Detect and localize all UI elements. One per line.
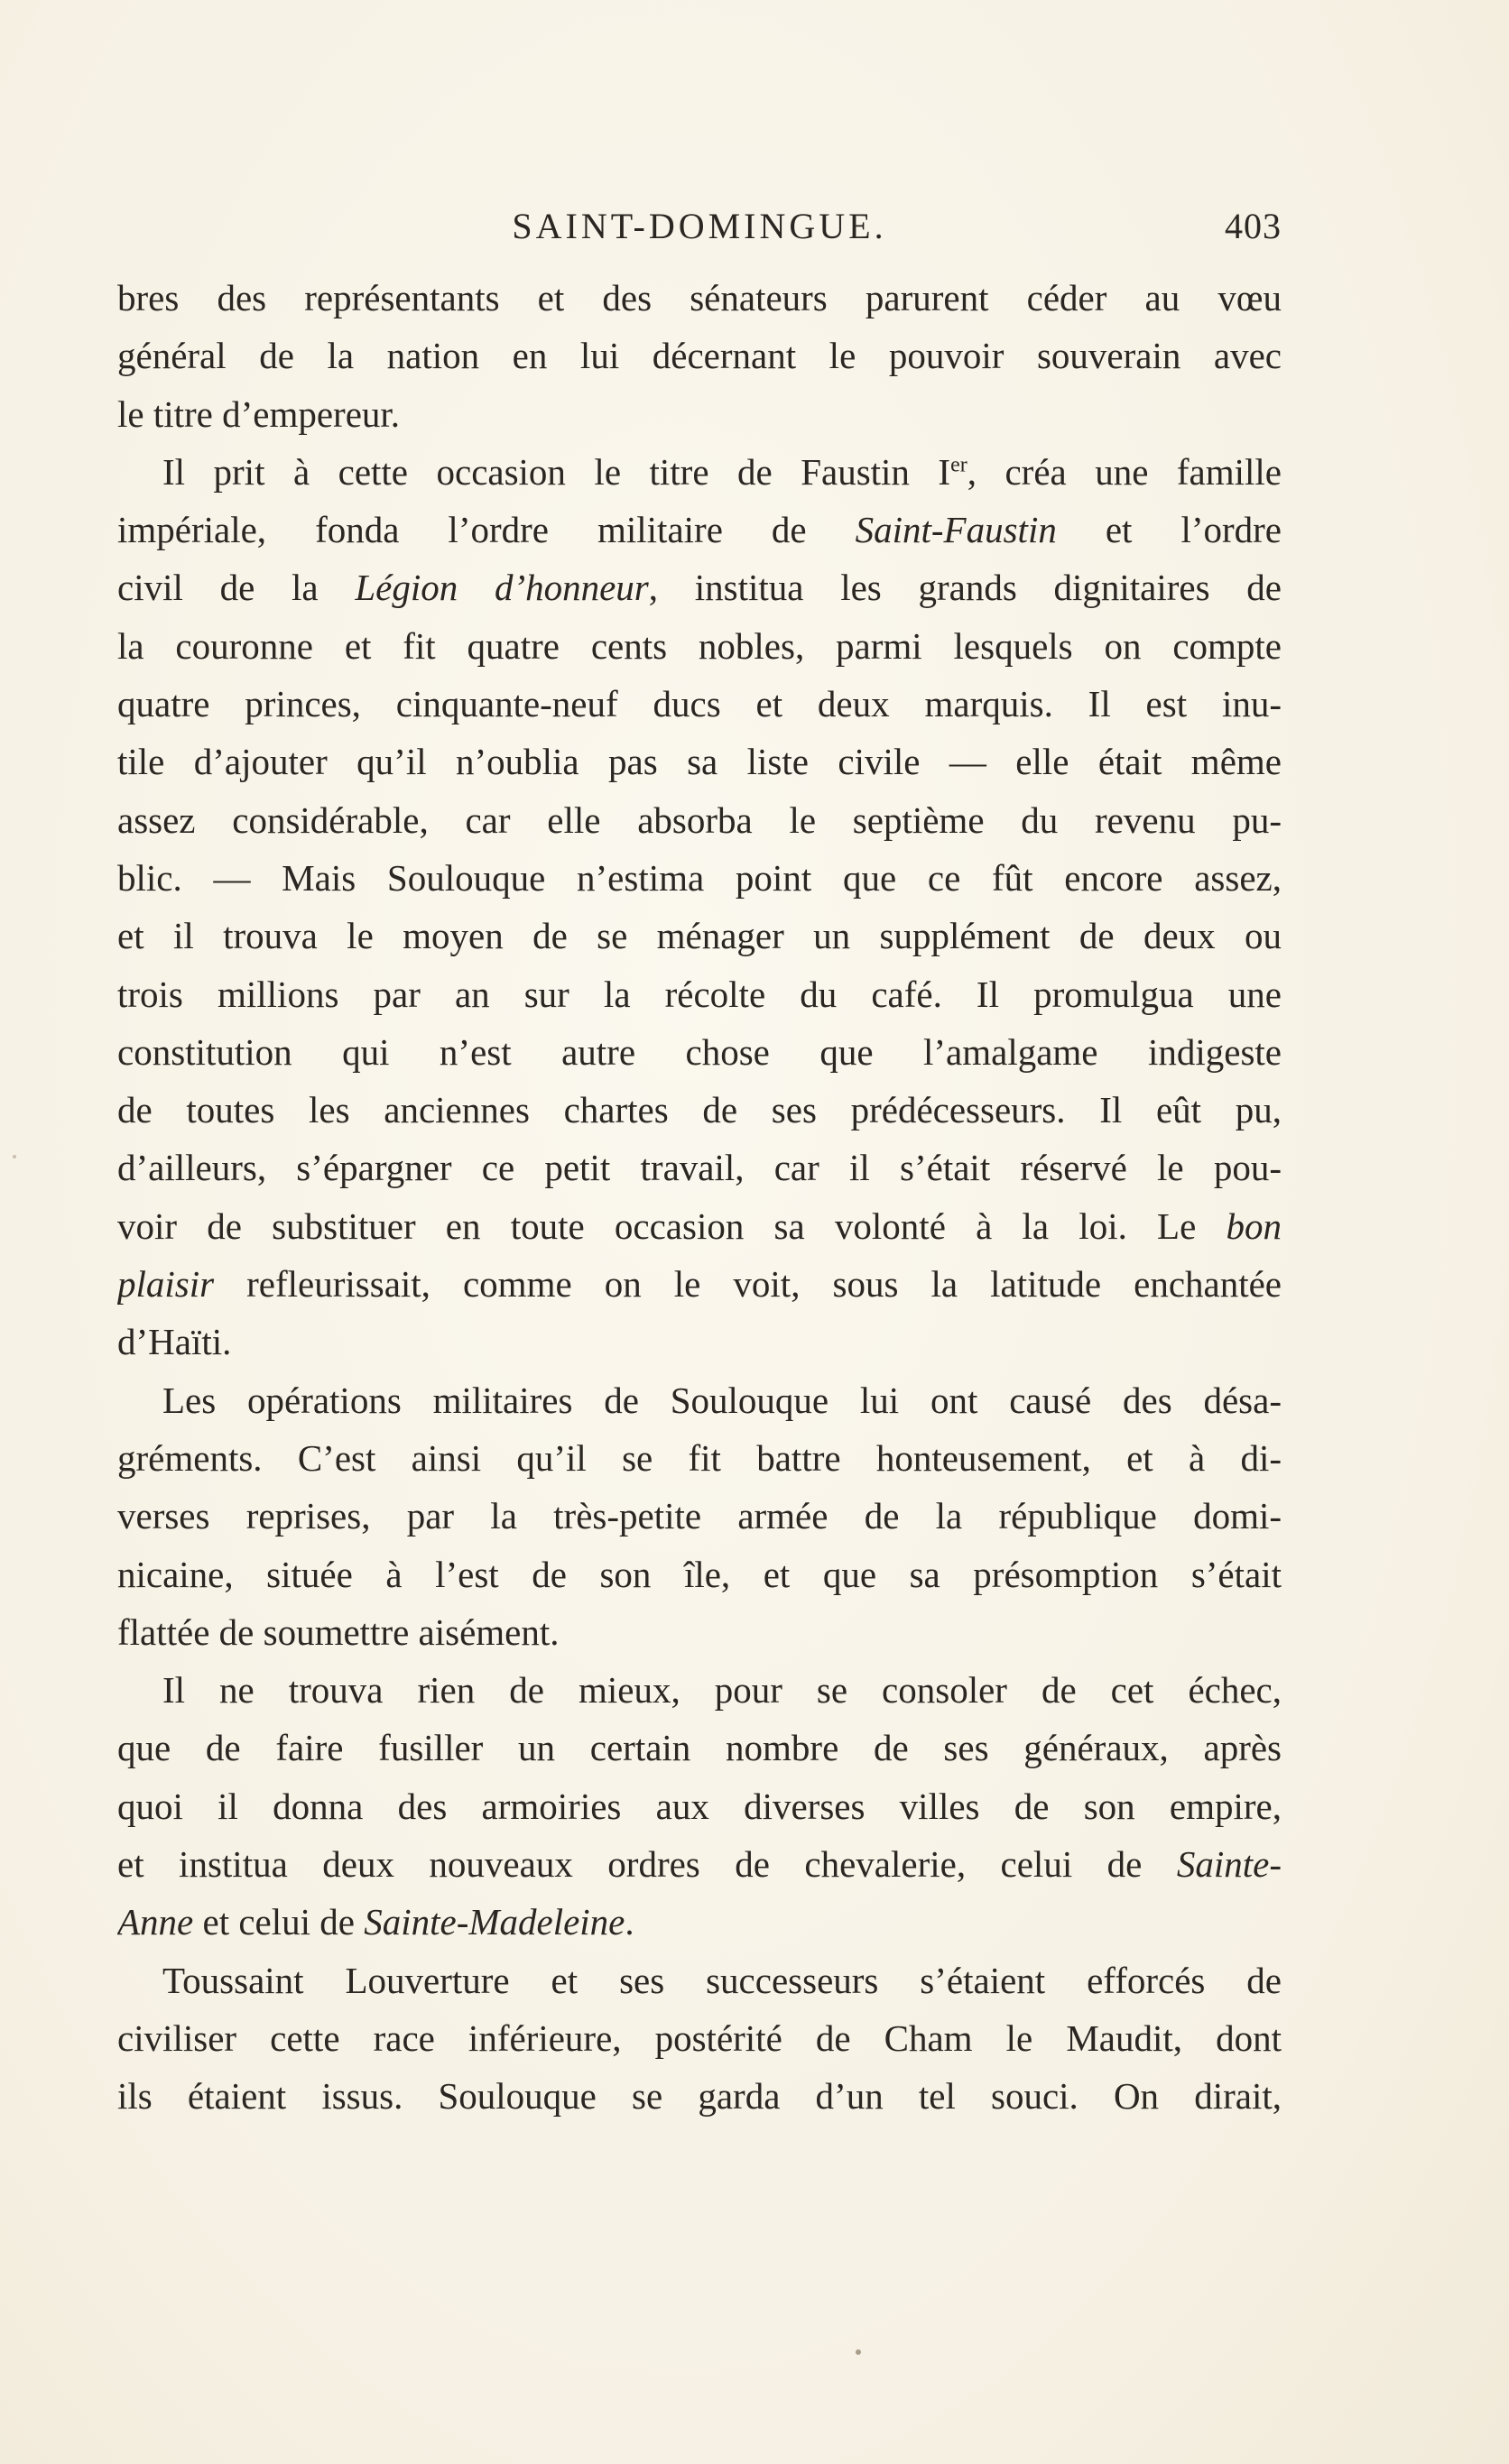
line-text: quoi il donna des armoiries aux diverses villes de son empire, [117, 1785, 1282, 1827]
text-line [117, 1023, 1282, 1081]
line-text: le titre d’empereur. [117, 392, 401, 435]
line-text: d’ailleurs, s’épargner ce petit travail, car il s’était réservé le pou- [117, 1147, 1282, 1189]
line-text: flattée de soumettre aisément. [117, 1610, 560, 1653]
line-text: trois millions par an sur la récolte du café. Il promulgua une [117, 973, 1282, 1015]
text-line [117, 1429, 1282, 1487]
line-text: . [625, 1901, 634, 1943]
italic-text: Anne [117, 1901, 194, 1943]
line-text: assez considérable, car elle absorba le septième du revenu pu- [117, 798, 1282, 841]
text-line [117, 269, 1282, 327]
line-text: refleurissait, comme on le voit, sous la latitude enchantée [214, 1263, 1282, 1306]
italic-text: Sainte-Madeleine [364, 1901, 625, 1943]
text-line [117, 849, 1282, 907]
text-line [117, 2009, 1282, 2067]
line-text: civil de la [117, 567, 356, 609]
line-text: Toussaint Louverture et ses successeurs s’étaient efforcés de [162, 1959, 1282, 2001]
text-line [117, 1313, 1282, 1370]
line-text: verses reprises, par la très-petite armée de la république domi- [117, 1495, 1282, 1537]
body-text [117, 269, 1282, 2126]
text-line [117, 1371, 1282, 1429]
line-text: nicaine, située à l’est de son île, et que sa présomption s’était [117, 1553, 1282, 1595]
text-line [117, 1197, 1282, 1255]
text-line [117, 1255, 1282, 1313]
line-text: constitution qui n’est autre chose que l’amalgame indigeste [117, 1030, 1282, 1073]
text-line [117, 1893, 1282, 1951]
text-line [117, 2067, 1282, 2125]
line-text: et institua deux nouveaux ordres de chevalerie, celui de [117, 1843, 1177, 1886]
line-text: voir de substituer en toute occasion sa volonté à la loi. Le [117, 1204, 1227, 1247]
text-line [117, 1139, 1282, 1196]
text-line [117, 1719, 1282, 1776]
page-number: 403 [1225, 206, 1282, 246]
text-line [117, 1603, 1282, 1661]
italic-text: plaisir [117, 1263, 215, 1306]
line-text: d’Haïti. [117, 1321, 232, 1363]
line-text: ils étaient issus. Soulouque se garda d’un tel souci. On dirait, [117, 2075, 1282, 2118]
text-line [117, 1777, 1282, 1835]
line-text: civiliser cette race inférieure, postérité de Cham le Maudit, dont [117, 2016, 1282, 2059]
line-text: et celui de [193, 1901, 365, 1943]
text-line [117, 617, 1282, 675]
paper-speck [13, 1155, 16, 1158]
superscript: er [950, 453, 967, 477]
text-line [117, 385, 1282, 443]
line-text: Les opérations militaires de Soulouque lui ont causé des désa- [162, 1379, 1282, 1421]
italic-text: bon [1226, 1204, 1282, 1247]
text-line [117, 1952, 1282, 2009]
line-text: blic. — Mais Soulouque n’estima point que ce fût encore assez, [117, 856, 1282, 899]
text-line [117, 1081, 1282, 1139]
text-line [117, 501, 1282, 558]
running-header [117, 204, 1282, 249]
line-text: gréments. C’est ainsi qu’il se fit battre honteusement, et à di- [117, 1436, 1282, 1479]
line-text: , créa une famille [967, 450, 1282, 493]
text-line [117, 733, 1282, 790]
line-text: général de la nation en lui décernant le pouvoir souverain avec [117, 335, 1282, 377]
line-text: que de faire fusiller un certain nombre de ses généraux, après [117, 1727, 1282, 1769]
line-text: de toutes les anciennes chartes de ses prédécesseurs. Il eût pu, [117, 1089, 1282, 1131]
text-line [117, 791, 1282, 849]
running-header-title: SAINT-DOMINGUE. [512, 206, 887, 246]
text-line [117, 965, 1282, 1023]
text-line [117, 1835, 1282, 1893]
italic-text: Saint-Faustin [855, 509, 1057, 551]
paper-speck [856, 2349, 861, 2355]
line-text: impériale, fonda l’ordre militaire de [117, 509, 856, 551]
line-text: et il trouva le moyen de se ménager un supplément de deux ou [117, 915, 1282, 957]
text-line [117, 1546, 1282, 1603]
line-text: et l’ordre [1056, 509, 1282, 551]
text-line [117, 907, 1282, 964]
text-line [117, 1661, 1282, 1719]
line-text: bres des représentants et des sénateurs parurent céder au vœu [117, 277, 1282, 318]
line-text: , institua les grands dignitaires de [648, 567, 1282, 609]
text-line [117, 558, 1282, 616]
italic-text: Légion d’honneur [355, 567, 649, 609]
line-text: quatre princes, cinquante-neuf ducs et deux marquis. Il est inu- [117, 683, 1282, 725]
line-text: Il ne trouva rien de mieux, pour se consoler de cet échec, [162, 1669, 1282, 1712]
italic-text: Sainte- [1176, 1843, 1282, 1886]
text-line [117, 675, 1282, 733]
text-line [117, 1487, 1282, 1545]
text-line [117, 327, 1282, 384]
line-text: Il prit à cette occasion le titre de Faustin I [162, 450, 951, 493]
line-text: tile d’ajouter qu’il n’oublia pas sa liste civile — elle était même [117, 741, 1282, 783]
text-line [117, 443, 1282, 501]
line-text: la couronne et fit quatre cents nobles, parmi lesquels on compte [117, 624, 1282, 667]
